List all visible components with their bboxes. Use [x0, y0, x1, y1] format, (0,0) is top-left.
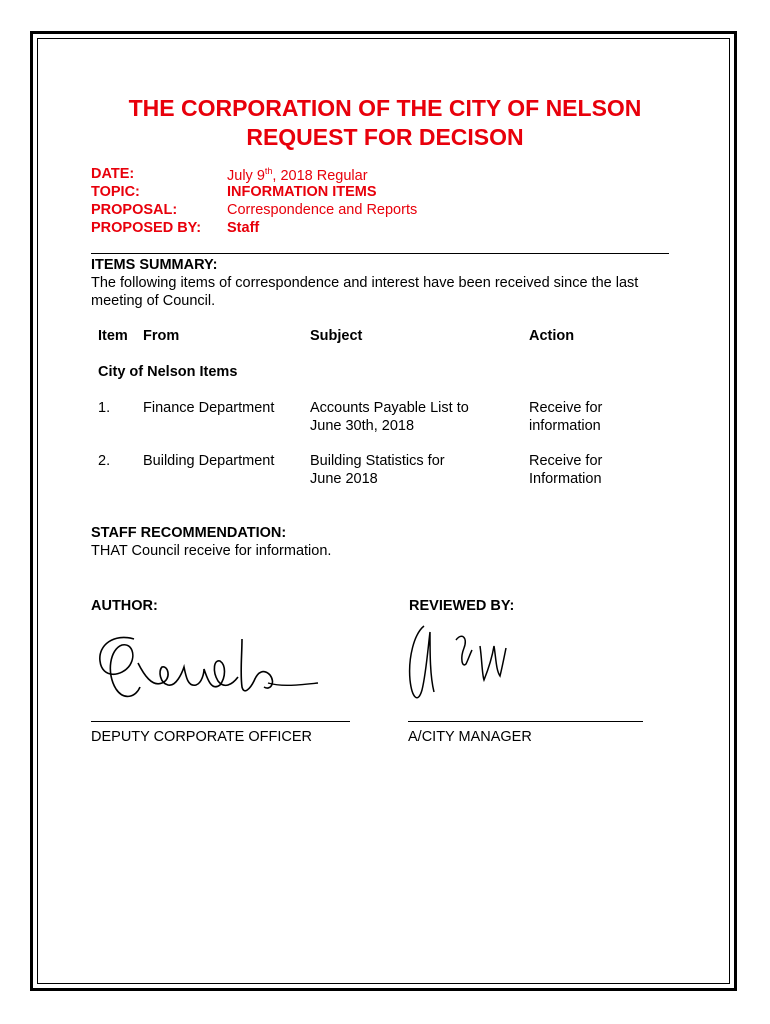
proposal-label: PROPOSAL:	[91, 202, 178, 218]
author-title: DEPUTY CORPORATE OFFICER	[91, 729, 313, 745]
topic-value: INFORMATION ITEMS	[227, 184, 377, 200]
proposed-by-value: Staff	[227, 220, 260, 236]
staff-recommendation-heading: STAFF RECOMMENDATION:	[91, 525, 287, 541]
row2-action-line2: Information	[529, 471, 602, 487]
date-day: July 9	[227, 167, 265, 184]
row2-subject-line2: June 2018	[310, 471, 378, 487]
row1-subject-line2: June 30th, 2018	[310, 418, 415, 434]
col-header-subject: Subject	[310, 328, 363, 344]
date-suffix: th	[264, 166, 273, 176]
row1-action-line2: information	[529, 418, 601, 434]
page-border	[30, 31, 737, 991]
date-rest: , 2018 Regular	[272, 167, 368, 184]
reviewer-title: A/CITY MANAGER	[408, 729, 532, 745]
date-label: DATE:	[91, 166, 135, 182]
date-value	[227, 166, 368, 184]
row1-from: Finance Department	[143, 400, 275, 416]
row2-action-line1: Receive for	[529, 453, 603, 469]
row2-from: Building Department	[143, 453, 275, 469]
col-header-item: Item	[98, 328, 128, 344]
staff-recommendation-text: THAT Council receive for information.	[91, 543, 332, 559]
row2-item: 2.	[98, 453, 111, 469]
document-title-line2: REQUEST FOR DECISON	[246, 124, 524, 150]
col-header-action: Action	[529, 328, 575, 344]
row2-subject-line1: Building Statistics for	[310, 453, 445, 469]
reviewed-by-label: REVIEWED BY:	[409, 598, 515, 614]
author-signature-line	[91, 721, 350, 722]
row1-subject-line1: Accounts Payable List to	[310, 400, 469, 416]
page-inner-border	[37, 38, 730, 984]
author-signature	[92, 625, 322, 710]
header-divider	[91, 253, 669, 254]
items-summary-heading: ITEMS SUMMARY:	[91, 257, 218, 273]
group-label: City of Nelson Items	[98, 364, 238, 380]
summary-text-line2: meeting of Council.	[91, 293, 216, 309]
col-header-from: From	[143, 328, 180, 344]
author-label: AUTHOR:	[91, 598, 158, 614]
row1-item: 1.	[98, 400, 111, 416]
proposed-by-label: PROPOSED BY:	[91, 220, 202, 236]
row1-action-line1: Receive for	[529, 400, 603, 416]
document-title-line1: THE CORPORATION OF THE CITY OF NELSON	[128, 95, 642, 121]
reviewer-signature-line	[408, 721, 643, 722]
summary-text-line1: The following items of correspondence and interest have been received since the last	[91, 275, 639, 291]
proposal-value: Correspondence and Reports	[227, 202, 418, 218]
topic-label: TOPIC:	[91, 184, 140, 200]
reviewer-signature	[402, 618, 512, 708]
